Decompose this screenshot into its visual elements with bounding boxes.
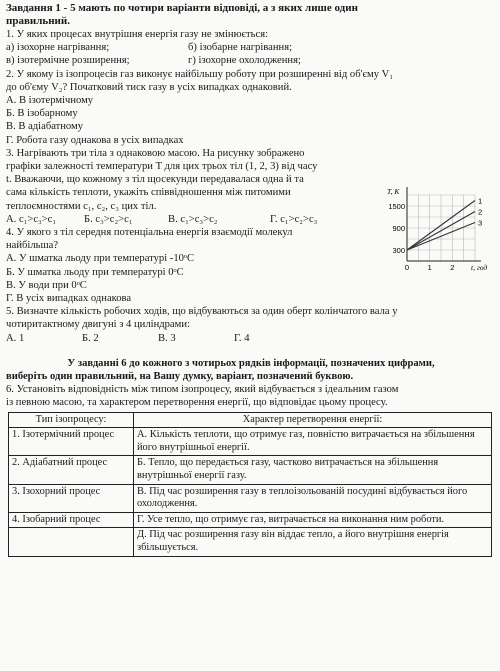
table-cell-right: В. Під час розширення газу в теплоізольованій посудині відбувається його охолодження. [134, 484, 492, 512]
table-cell-left [9, 528, 134, 556]
matching-table [8, 412, 492, 557]
table-row [9, 512, 492, 528]
x-tick-label: 0 [404, 263, 410, 272]
table-cell-left: 3. Ізохорний процес [9, 484, 134, 512]
series-label: 3 [478, 218, 483, 228]
table-header-type: Тип ізопроцесу: [9, 412, 134, 428]
y-tick-label: 1500 [388, 202, 405, 211]
q4-option-b: Б. У шматка льоду при температурі 0ᵒC [6, 266, 184, 278]
y-tick-label: 900 [392, 224, 405, 233]
header-line-1: Завдання 1 - 5 мають по чотири варіанти відповіді, а з яких лише один [6, 2, 358, 14]
q1-option-a: а) ізохорне нагрівання; [6, 42, 110, 54]
q3-line-5: теплоємностями c₁, c₂, c₃ цих тіл. [6, 200, 157, 212]
table-cell-left: 2. Адіабатний процес [9, 456, 134, 484]
q3-option-d: Г. c₁>c₂>c₃ [270, 213, 318, 225]
table-row [9, 528, 492, 556]
worksheet [6, 2, 496, 557]
q3-line-4: сама кількість теплоти, укажіть співвідношення між питомими [6, 187, 291, 199]
q3-line-1: 3. Нагрівають три тіла з однаковою масою. На рисунку зображено [6, 147, 305, 159]
header-line-2: правильний. [6, 15, 70, 27]
q5-option-c: В. 3 [158, 332, 176, 344]
q4-line-1: 4. У якого з тіл середня потенціальна енергія взаємодії молекул [6, 227, 293, 239]
temperature-time-chart [383, 185, 495, 277]
section6-line-2: виберіть один правильний, на Вашу думку, варіант, позначений буквою. [6, 371, 354, 383]
y-axis-label: T, K [387, 187, 400, 196]
series-label: 2 [478, 207, 483, 217]
q1-options-row1 [6, 41, 496, 54]
table-cell-right: Б. Тепло, що передається газу, частково витрачається на збільшення внутрішньої енергії газу. [134, 456, 492, 484]
table-header-energy: Характер перетворення енергії: [134, 412, 492, 428]
x-tick-label: 2 [450, 263, 455, 272]
q1-text: 1. У яких процесах внутрішня енергія газу не змінюється: [6, 29, 269, 40]
y-tick-label: 300 [392, 246, 405, 255]
table-row [9, 484, 492, 512]
q2-option-c: В. В адіабатному [6, 121, 84, 133]
table-cell-right: Г. Усе тепло, що отримує газ, витрачається на виконання ним роботи. [134, 512, 492, 528]
q1-options-row2 [6, 54, 496, 67]
q4-line-2: найбільша? [6, 240, 59, 252]
q1-option-d: г) ізохорне охолодження; [188, 55, 301, 67]
table-cell-right: Д. Під час розширення газу він віддає тепло, а його внутрішня енергія збільшується. [134, 528, 492, 556]
q3-option-c: В. c₁>c₃>c₂ [168, 213, 218, 225]
q3-line-3: t. Вважаючи, що кожному з тіл щосекунди передавалася одна й та [6, 174, 304, 186]
q3-option-b: Б. c₃>c₂>c₁ [84, 213, 133, 225]
x-axis-label: t, год [471, 263, 488, 272]
q4-option-a: А. У шматка льоду при температурі -10ᵒC [6, 253, 195, 265]
table-cell-left: 1. Ізотермічний процес [9, 428, 134, 456]
q5-options [6, 332, 496, 345]
q3-options [6, 213, 381, 226]
q4-option-d: Г. В усіх випадках однакова [6, 293, 132, 305]
q2-option-d: Г. Робота газу однакова в усіх випадках [6, 134, 184, 146]
q2-option-b: Б. В ізобарному [6, 108, 78, 120]
series-label: 1 [478, 196, 483, 206]
x-tick-label: 1 [427, 263, 432, 272]
q2-line-2: до об'єму V₂? Початковий тиск газу в усіх випадках однаковий. [6, 81, 292, 93]
q6-line-2: із певною масою, та характером перетворення енергії, що відповідає цьому процесу. [6, 397, 388, 409]
q6-line-1: 6. Установіть відповідність між типом ізопроцесу, який відбувається з ідеальним газом [6, 384, 399, 396]
section6-line-1: У завданні 6 до кожного з чотирьох рядків інформації, позначених цифрами, [67, 357, 435, 369]
q2-option-a: А. В ізотермічному [6, 95, 94, 107]
table-header-row [9, 412, 492, 428]
q5-option-d: Г. 4 [234, 332, 250, 344]
q5-line-1: 5. Визначте кількість робочих ходів, що відбуваються за один оберт колінчатого вала у [6, 306, 398, 318]
q1-option-b: б) ізобарне нагрівання; [188, 42, 293, 54]
q1-option-c: в) ізотермічне розширення; [6, 55, 130, 67]
table-row [9, 456, 492, 484]
q5-line-2: чотиритактному двигуні з 4 циліндрами: [6, 319, 190, 331]
q4-option-c: В. У води при 0ᵒC [6, 279, 87, 291]
q5-option-b: Б. 2 [82, 332, 99, 344]
q3-option-a: А. c₁>c₃>c₁ [6, 213, 57, 225]
table-cell-right: А. Кількість теплоти, що отримує газ, повністю витрачається на збільшення його внутрішньої енергії. [134, 428, 492, 456]
q3-line-2: графіки залежності температури T для цих трьох тіл (1, 2, 3) від часу [6, 161, 318, 173]
table-cell-left: 4. Ізобарний процес [9, 512, 134, 528]
q5-option-a: А. 1 [6, 332, 25, 344]
table-row [9, 428, 492, 456]
q2-line-1: 2. У якому із ізопроцесів газ виконує найбільшу роботу при розширенні від об'єму V₁ [6, 68, 394, 80]
